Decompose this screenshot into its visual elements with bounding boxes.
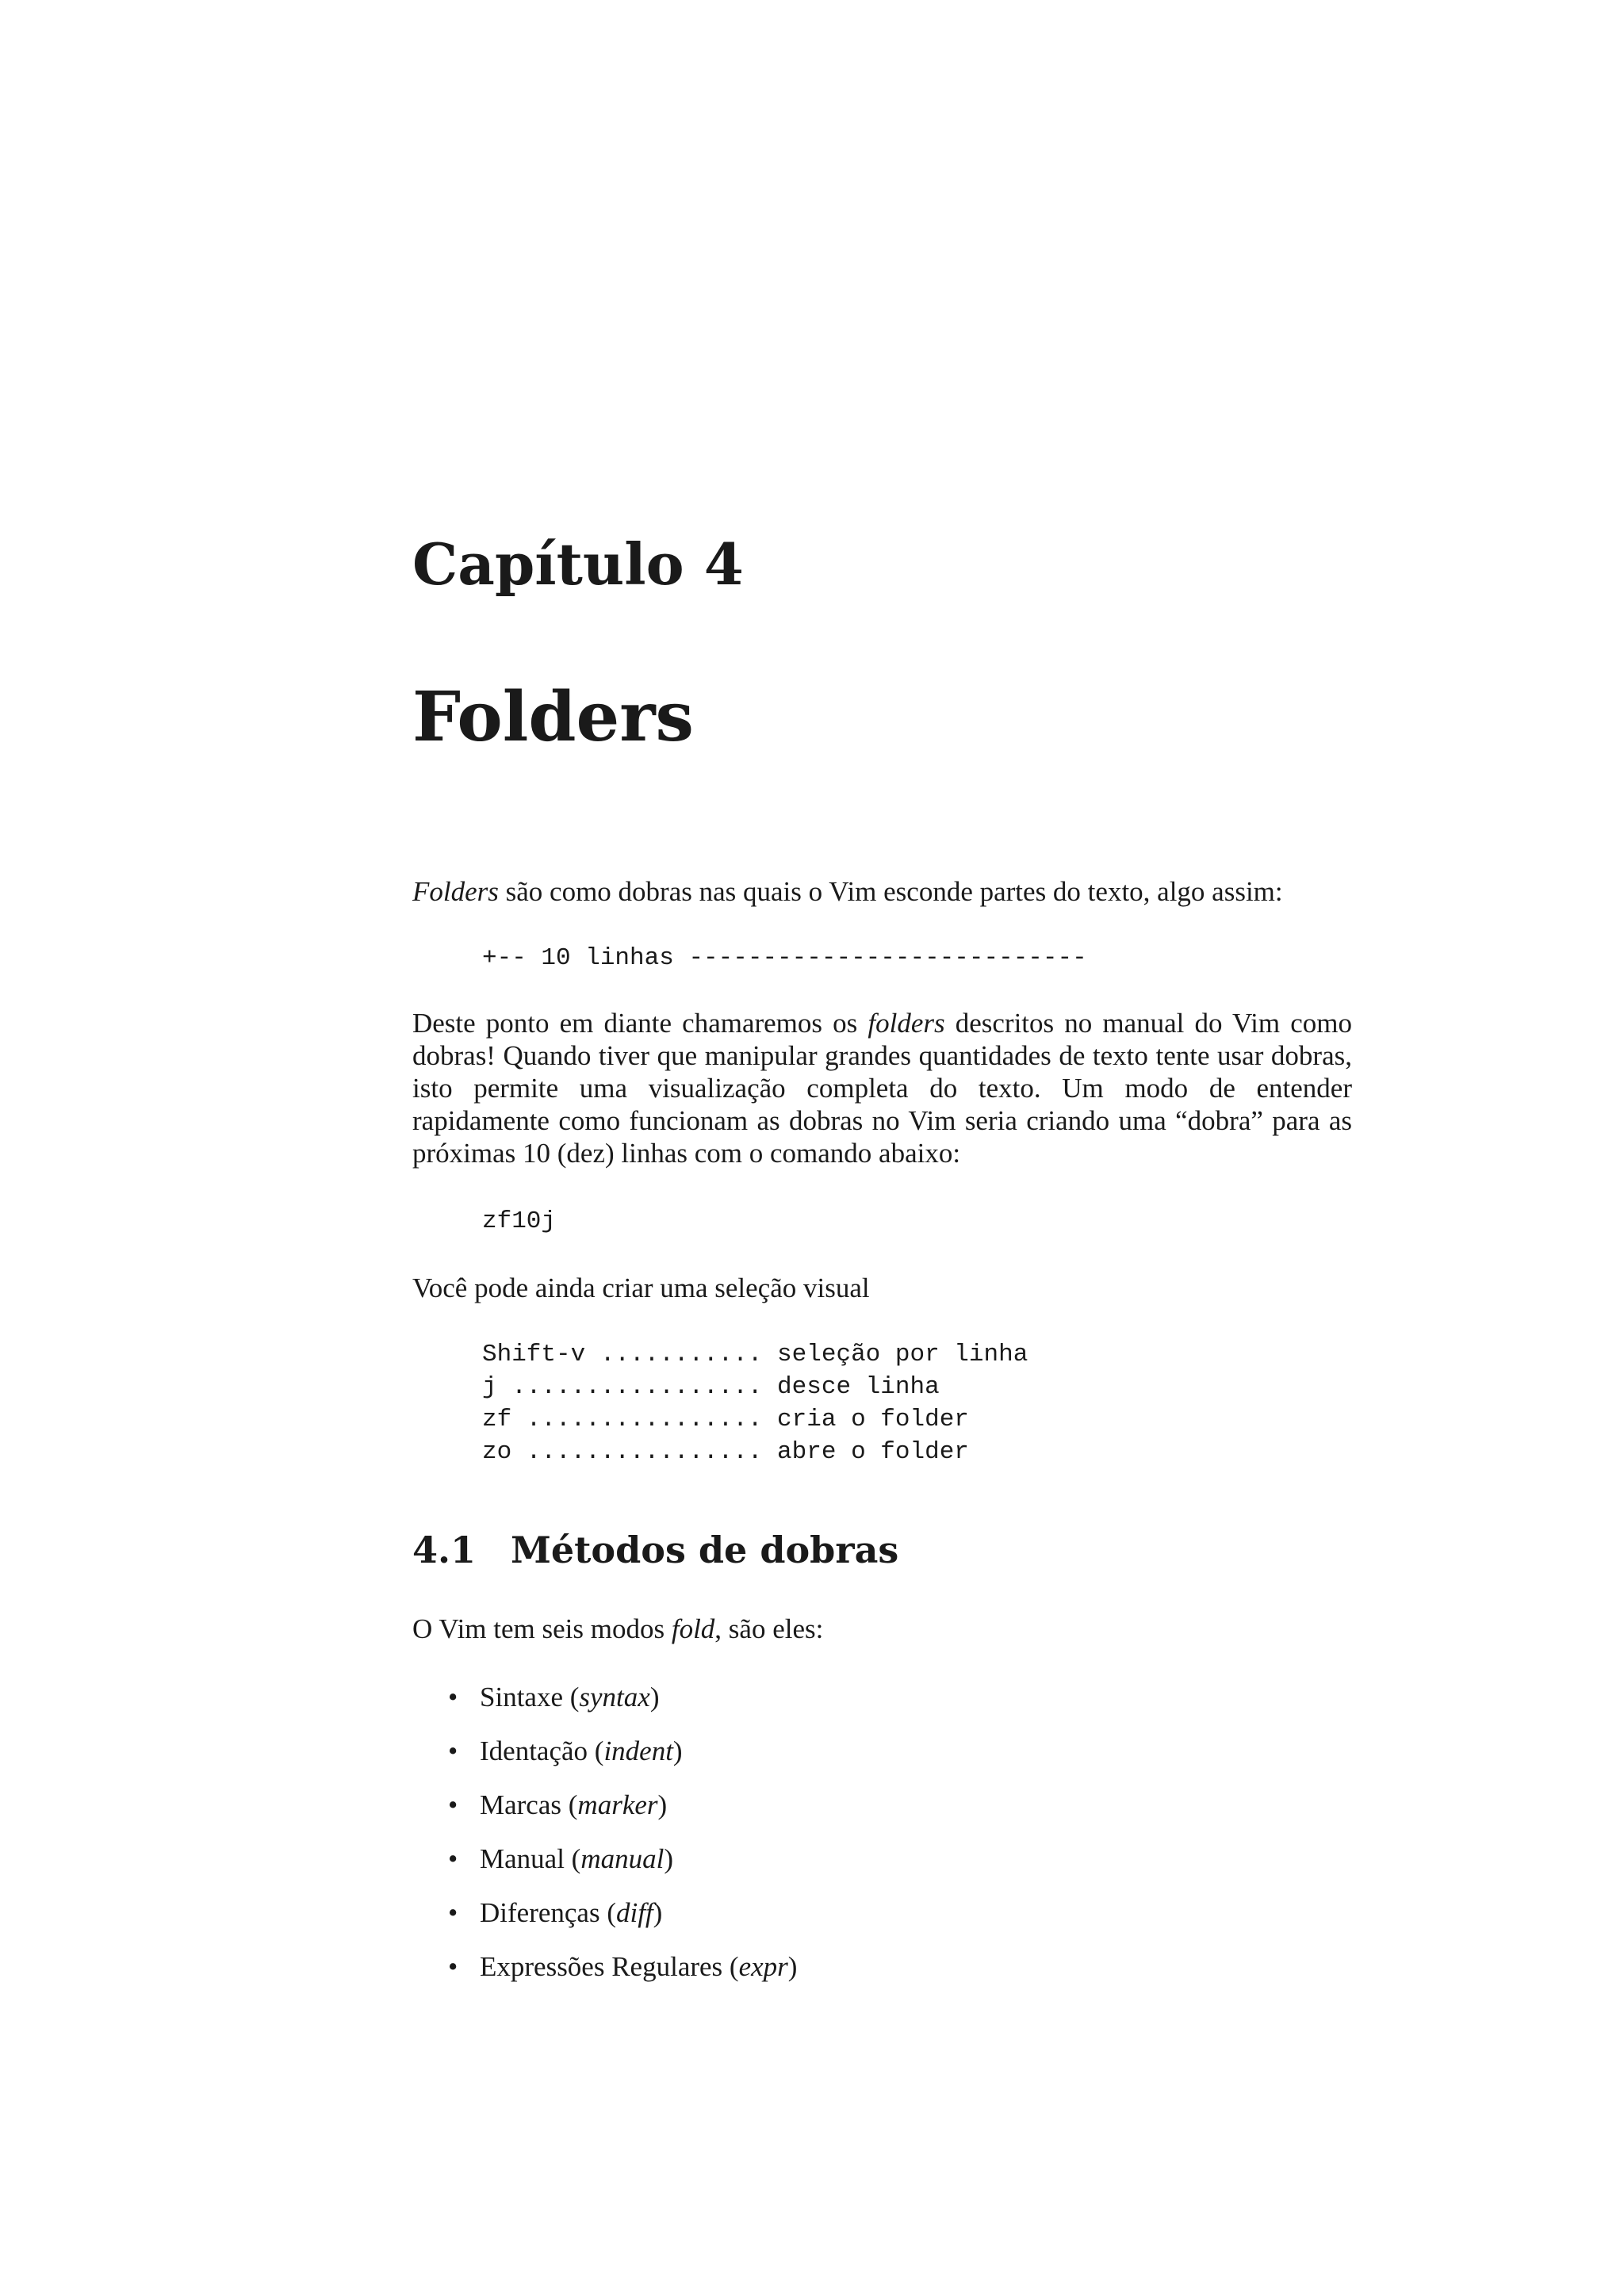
method-term: syntax: [579, 1682, 650, 1712]
explanation-text-1: Deste ponto em diante chamaremos os: [412, 1008, 868, 1039]
fold-modes-text-1: O Vim tem seis modos: [412, 1613, 672, 1644]
list-item: • Diferenças (diff): [448, 1897, 663, 1928]
visual-step: Shift-v ........... seleção por linha: [482, 1341, 1028, 1368]
command-example: zf10j: [482, 1207, 557, 1235]
method-name: Identação: [480, 1735, 588, 1766]
fold-example-line: +-- 10 linhas ---------------------------: [482, 944, 1087, 972]
folders-term: Folders: [412, 876, 499, 907]
method-name: Marcas: [480, 1789, 562, 1820]
method-name: Sintaxe: [480, 1682, 563, 1712]
visual-selection-paragraph: Você pode ainda criar uma seleção visual: [412, 1272, 870, 1303]
method-term: expr: [738, 1951, 788, 1982]
list-item: • Expressões Regulares (expr): [448, 1951, 798, 1982]
section-title: Métodos de dobras: [511, 1529, 899, 1571]
folders-term-2: folders: [868, 1008, 945, 1039]
chapter-title: Folders: [412, 677, 694, 757]
section-number: 4.1: [412, 1529, 477, 1571]
fold-term: fold: [671, 1613, 715, 1644]
visual-steps-block: [482, 1338, 1028, 1468]
visual-step: j ................. desce linha: [482, 1373, 940, 1401]
method-term: indent: [603, 1735, 673, 1766]
fold-methods-list: [448, 1681, 797, 2004]
method-term: diff: [615, 1897, 653, 1928]
section-heading: [412, 1529, 899, 1571]
method-name: Diferenças: [480, 1897, 600, 1928]
visual-step: zf ................ cria o folder: [482, 1406, 969, 1433]
explanation-text-2: descritos no manual do Vim como dobras! Quando tiver que manipular grandes quantidades de texto tente usar dobras, isto permite uma visualização completa do texto. Um modo de entender rapidamente como funcionam as dobras no Vim seria criando uma “dobra” para as próximas 10 (dez) linhas com o comando abaixo:: [412, 1008, 1352, 1169]
intro-text: são como dobras nas quais o Vim esconde partes do texto, algo assim:: [498, 876, 1283, 907]
list-item: • Sintaxe (syntax): [448, 1682, 660, 1712]
bullet-icon: •: [448, 1789, 458, 1820]
list-item: • Marcas (marker): [448, 1789, 668, 1820]
chapter-label: Capítulo 4: [412, 530, 744, 598]
list-item: • Identação (indent): [448, 1735, 683, 1766]
visual-step: zo ................ abre o folder: [482, 1438, 969, 1466]
bullet-icon: •: [448, 1682, 458, 1712]
method-term: manual: [580, 1843, 665, 1874]
fold-modes-text-2: , são eles:: [714, 1613, 824, 1644]
method-name: Manual: [480, 1843, 565, 1874]
method-term: marker: [577, 1789, 658, 1820]
bullet-icon: •: [448, 1843, 458, 1874]
bullet-icon: •: [448, 1951, 458, 1982]
bullet-icon: •: [448, 1735, 458, 1766]
explanation-paragraph: [412, 1007, 1352, 1169]
fold-modes-paragraph: [412, 1613, 1352, 1645]
bullet-icon: •: [448, 1897, 458, 1928]
list-item: • Manual (manual): [448, 1843, 673, 1874]
intro-paragraph: [412, 875, 1352, 908]
method-name: Expressões Regulares: [480, 1951, 723, 1982]
